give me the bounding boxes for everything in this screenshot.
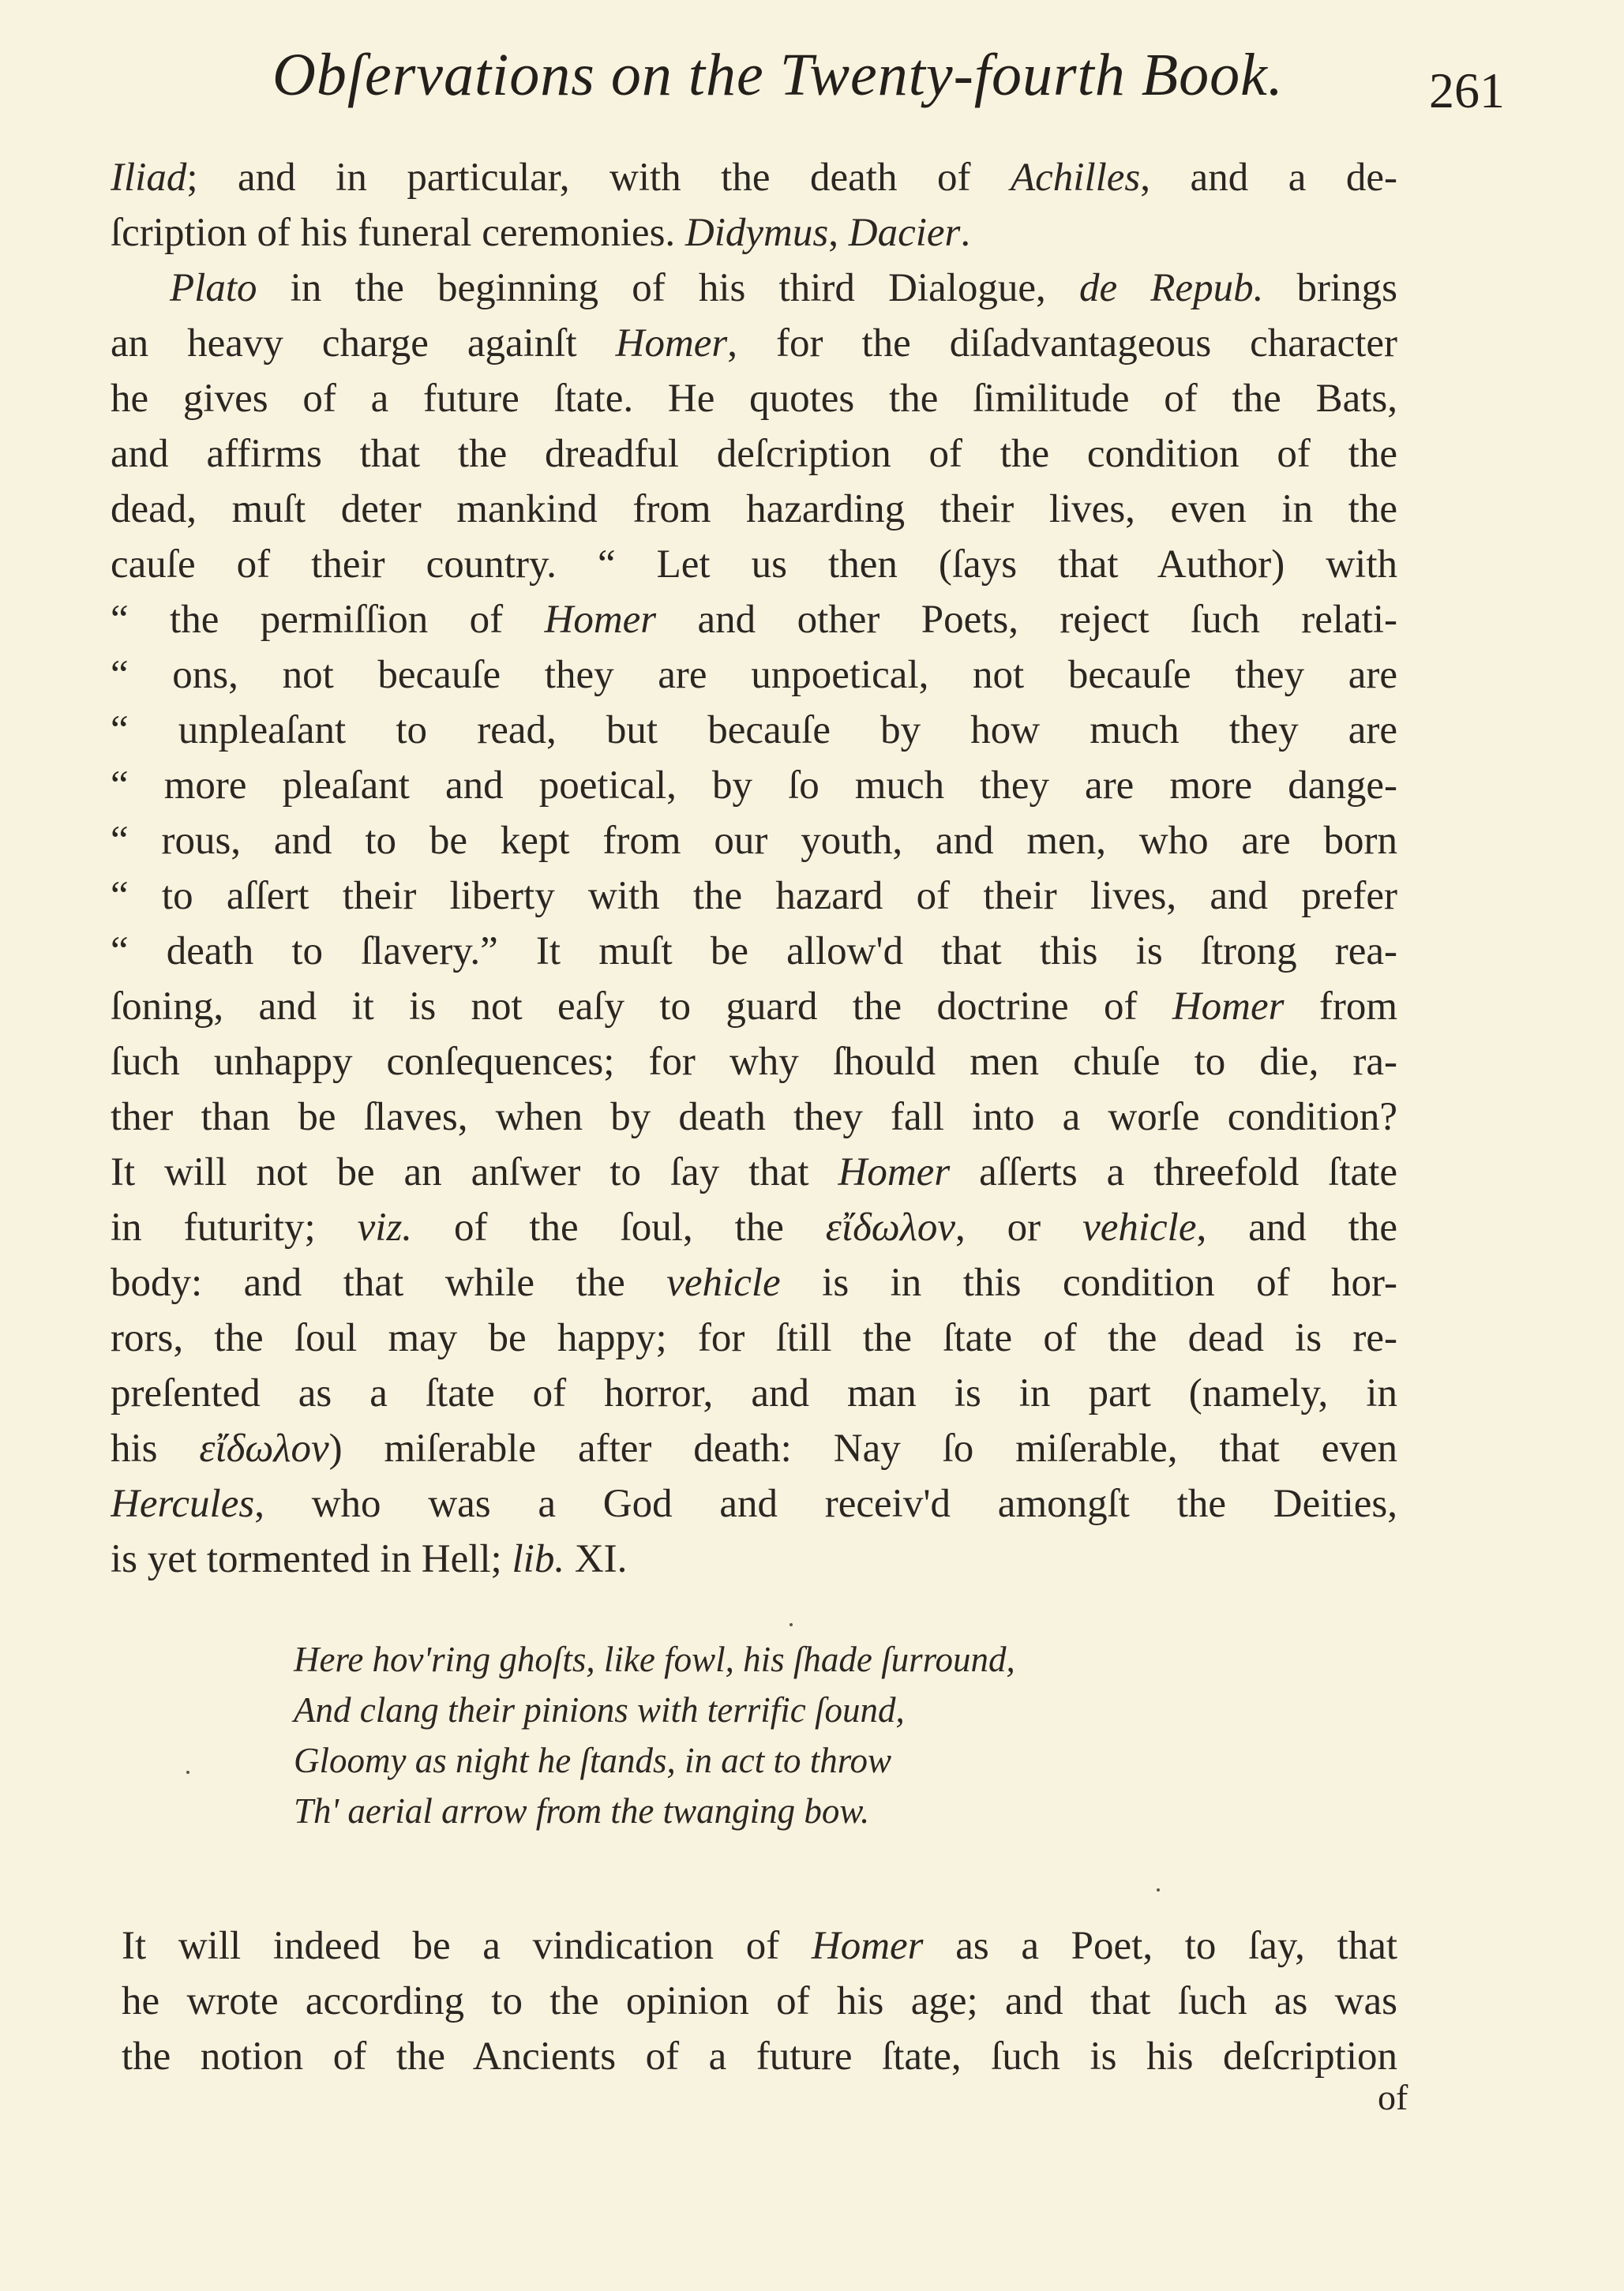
quoted-line: “ to aſſert their liberty with the hazard of their lives, and prefer (111, 874, 1397, 918)
text-line: he wrote according to the opinion of his age; and that ſuch as was (122, 1979, 1397, 2023)
text-line: Hercules, who was a God and receiv'd amongſt the Deities, (111, 1482, 1397, 1526)
text-line: dead, muſt deter mankind from hazarding their lives, even in the (111, 487, 1397, 531)
text-line: body: and that while the vehicle is in this condition of hor- (111, 1261, 1397, 1305)
verse-line: Gloomy as night he ſtands, in act to throw (294, 1741, 892, 1780)
text-line: preſented as a ſtate of horror, and man is in part (namely, in (111, 1371, 1397, 1415)
quoted-line: “ more pleaſant and poetical, by ſo much they are more dange- (111, 763, 1397, 808)
running-head: Obſervations on the Twenty-fourth Book. (272, 42, 1284, 108)
body-text-top (111, 150, 1397, 1587)
page-number: 261 (1429, 62, 1505, 118)
text-line: in futurity; viz. of the ſoul, the εἴδωλον, or vehicle, and the (111, 1205, 1397, 1250)
body-text-bottom (111, 1918, 1397, 2084)
text-line: ſuch unhappy conſequences; for why ſhould men chuſe to die, ra- (111, 1040, 1397, 1084)
verse-line: Here hov'ring ghoſts, like fowl, his ſhade ſurround, (294, 1640, 1015, 1679)
verse-quotation (294, 1634, 1241, 1836)
text-line: is yet tormented in Hell; lib. XI. (111, 1537, 628, 1581)
text-line: It will not be an anſwer to ſay that Homer aſſerts a threefold ſtate (111, 1150, 1397, 1194)
quoted-line: “ ons, not becauſe they are unpoetical, not becauſe they are (111, 653, 1397, 697)
text-line: cauſe of their country. “ Let us then (ſays that Author) with (111, 542, 1397, 587)
verse-line: And clang their pinions with terrific ſound, (294, 1690, 905, 1730)
verse-line: Th' aerial arrow from the twanging bow. (294, 1791, 870, 1831)
text-line: Iliad; and in particular, with the death of Achilles, and a de- (111, 156, 1397, 200)
text-line: ſcription of his funeral ceremonies. Didymus, Dacier. (111, 211, 971, 255)
ink-speck (1157, 1888, 1160, 1892)
text-line: rors, the ſoul may be happy; for ſtill the ſtate of the dead is re- (111, 1316, 1397, 1360)
catchword: of (1378, 2077, 1408, 2117)
text-line: the notion of the Ancients of a future ſtate, ſuch is his deſcription (122, 2034, 1397, 2079)
text-line: an heavy charge againſt Homer, for the diſadvantageous character (111, 321, 1397, 366)
quoted-line: “ unpleaſant to read, but becauſe by how much they are (111, 708, 1397, 752)
quoted-line: “ the permiſſion of Homer and other Poets, reject ſuch relati- (111, 598, 1397, 642)
quoted-line: “ rous, and to be kept from our youth, and men, who are born (111, 819, 1397, 863)
text-line: It will indeed be a vindication of Homer as a Poet, to ſay, that (122, 1924, 1397, 1968)
text-line: ſoning, and it is not eaſy to guard the doctrine of Homer from (111, 984, 1397, 1029)
text-line: he gives of a future ſtate. He quotes the ſimilitude of the Bats, (111, 377, 1397, 421)
text-line: his εἴδωλον) miſerable after death: Nay ſo miſerable, that even (111, 1427, 1397, 1471)
ink-speck (186, 1771, 189, 1774)
text-line: and affirms that the dreadful deſcription of the condition of the (111, 432, 1397, 476)
quoted-line: “ death to ſlavery.” It muſt be allow'd that this is ſtrong rea- (111, 929, 1397, 973)
text-line: Plato in the beginning of his third Dialogue, de Repub. brings (170, 266, 1397, 310)
text-line: ther than be ſlaves, when by death they fall into a worſe condition? (111, 1095, 1397, 1139)
ink-speck (789, 1623, 793, 1626)
